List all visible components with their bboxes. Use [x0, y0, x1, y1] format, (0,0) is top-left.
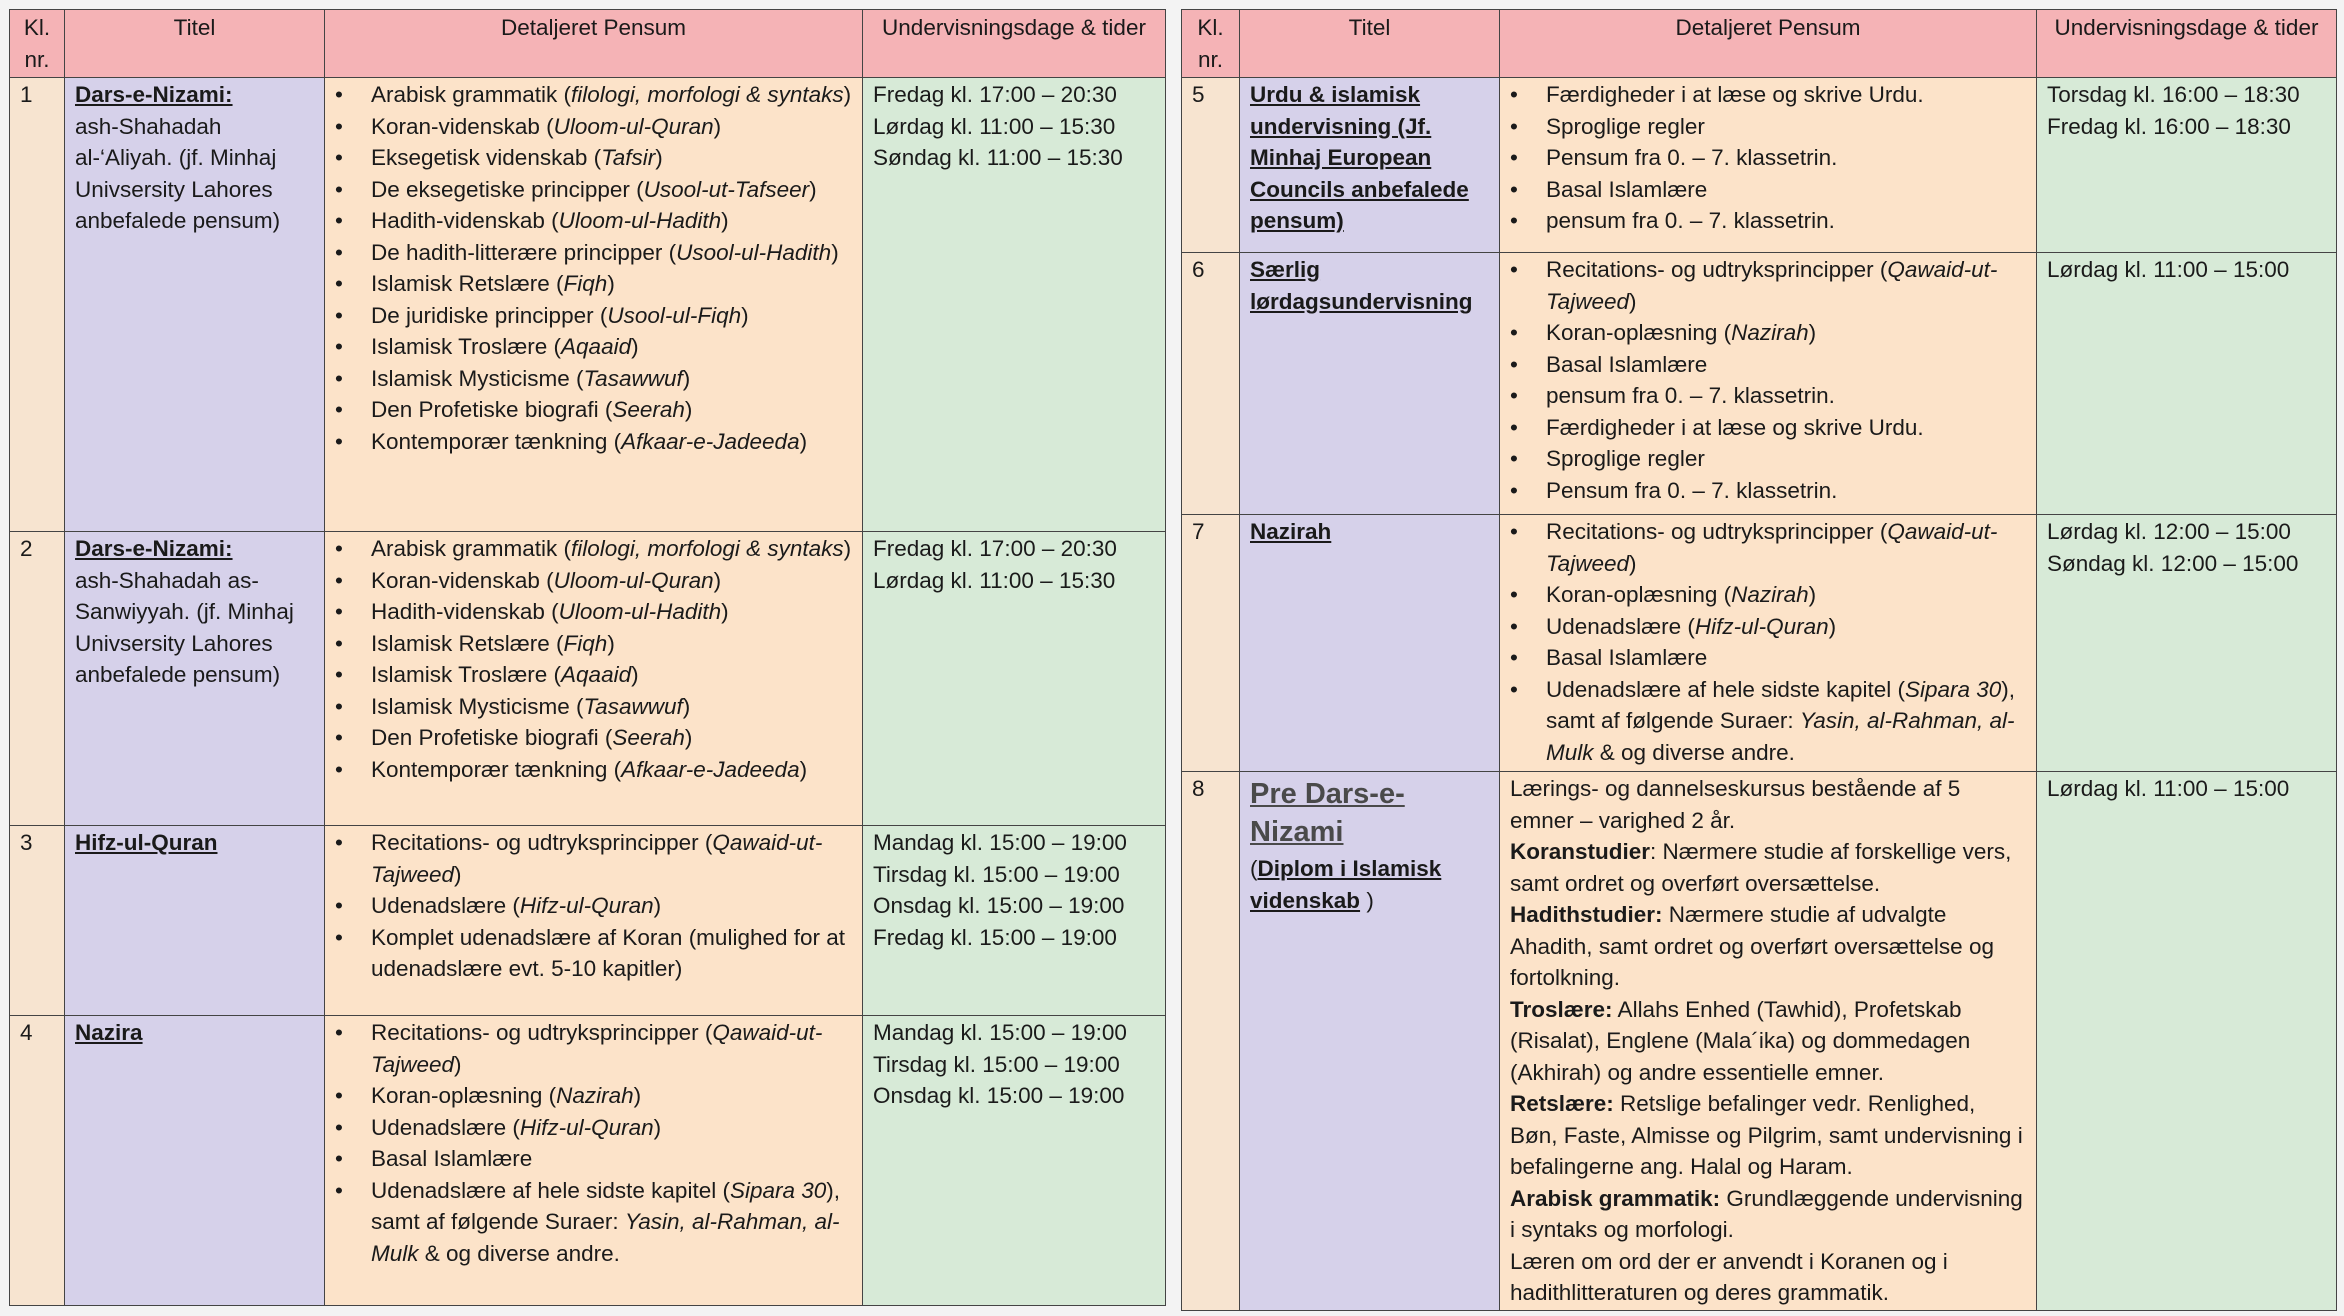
pensum-text: Islamisk Retslære ( [371, 271, 564, 296]
class-number: 7 [1182, 515, 1240, 772]
pensum-term: Yasin, al-Rahman, al-Mulk [1546, 708, 2015, 765]
pensum-item [1546, 111, 2026, 143]
schedule-time: Lørdag kl. 11:00 – 15:30 [873, 567, 1116, 593]
pensum-item [371, 394, 852, 426]
pensum-text: De hadith-litterære principper ( [371, 239, 677, 265]
schedule-time: Mandag kl. 15:00 – 19:00 [873, 1020, 1127, 1045]
pensum-text: Komplet udenadslære af Koran (mulighed for at udenadslære evt. 5-10 kapitler) [371, 924, 846, 981]
pensum-item [371, 922, 852, 985]
times-cell [863, 78, 1166, 532]
pensum-text: Kontemporær tænkning ( [371, 428, 622, 454]
course-topic [1510, 836, 2026, 899]
class-subtitle: Diplom i Islamisk videnskab [1250, 856, 1442, 913]
schedule-time: Fredag kl. 15:00 – 19:00 [873, 924, 1117, 950]
schedule-time: Fredag kl. 16:00 – 18:30 [2047, 113, 2291, 139]
pensum-term: Yasin, al-Rahman, al-Mulk [371, 1209, 840, 1266]
pensum-term: Qawaid-ut-Tajweed [371, 1020, 823, 1077]
pensum-term: Nazirah [556, 1083, 634, 1108]
pensum-text: ), samt af følgende Suraer: [1546, 676, 2016, 733]
class-title-cell [1240, 253, 1500, 515]
pensum-text: Den Profetiske biografi ( [371, 397, 613, 422]
course-topic-text: Grundlæggende undervisning i syntaks og morfologi. [1510, 1185, 2023, 1242]
pensum-text: ), samt af følgende Suraer: [371, 1177, 841, 1234]
pensum-item [371, 754, 852, 786]
pensum-text: & og diverse andre. [1593, 739, 1795, 765]
pensum-text: Koran-oplæsning ( [371, 1083, 557, 1108]
pensum-text: Færdigheder i at læse og skrive Urdu. [1546, 414, 1924, 440]
schedule-time: Tirsdag kl. 15:00 – 19:00 [873, 861, 1120, 887]
class-number: 2 [10, 532, 65, 826]
class-title-note: ash-Shahadah as-Sanwiyyah. (jf. Minhaj Univsersity Lahores anbefalede pensum) [75, 567, 294, 687]
pensum-text: ) [1628, 288, 1637, 314]
pensum-text: Arabisk grammatik ( [371, 82, 572, 107]
pensum-item [371, 111, 852, 143]
header-class-number: Kl. nr. [10, 10, 65, 78]
pensum-term: Sipara 30 [729, 1177, 827, 1203]
course-intro: Lærings- og dannelseskursus bestående af 5 emner – varighed 2 år. [1510, 776, 1961, 833]
pensum-text: ) [831, 239, 839, 265]
pensum-term: Tafsir [601, 145, 656, 170]
times-cell [863, 1016, 1166, 1306]
table-row [1182, 515, 2337, 772]
pensum-text: Pensum fra 0. – 7. klassetrin. [1546, 477, 1838, 503]
pensum-item [371, 1112, 852, 1144]
schedule-time: Fredag kl. 17:00 – 20:30 [873, 82, 1117, 107]
pensum-item [1546, 674, 2026, 769]
pensum-term: Aqaaid [561, 334, 632, 359]
pensum-text: ) [713, 567, 722, 593]
class-subtitle-wrap: (Diplom i Islamisk videnskab ) [1250, 856, 1442, 913]
pensum-text: Basal Islamlære [371, 1146, 533, 1171]
course-topic-heading: Koranstudier [1510, 839, 1651, 864]
pensum-item [1546, 516, 2026, 579]
pensum-text: ) [1628, 550, 1637, 576]
schedule-time: Fredag kl. 17:00 – 20:30 [873, 536, 1117, 561]
pensum-item [371, 890, 852, 922]
pensum-cell [1500, 515, 2037, 772]
header-pensum: Detaljeret Pensum [1500, 10, 2037, 78]
pensum-list [335, 533, 852, 785]
pensum-cell [1500, 772, 2037, 1311]
class-number: 8 [1182, 772, 1240, 1311]
schedule-time: Onsdag kl. 15:00 – 19:00 [873, 893, 1125, 918]
pensum-text: ) [1828, 613, 1837, 639]
pensum-term: Uloom-ul-Quran [553, 567, 714, 593]
pensum-text: Eksegetisk videnskab ( [371, 145, 602, 170]
pensum-term: Qawaid-ut-Tajweed [1546, 257, 1998, 314]
table-header-row [10, 10, 1166, 78]
schedule-time: Lørdag kl. 12:00 – 15:00 [2047, 519, 2291, 544]
pensum-term: Seerah [612, 397, 685, 422]
pensum-text: Recitations- og udtryksprincipper ( [1546, 519, 1888, 544]
pensum-item [1546, 142, 2026, 174]
course-topic-text: Allahs Enhed (Tawhid), Profetskab (Risalat), Englene (Mala´ika) og dommedagen (Akhirah) og andre essentielle emner. [1510, 996, 1971, 1085]
class-title-cell [65, 532, 325, 826]
table-row [1182, 78, 2337, 253]
pensum-text: ) [631, 662, 639, 687]
class-number: 1 [10, 78, 65, 532]
course-topic-text: Nærmere studie af udvalgte Ahadith, samt ordret og overført oversættelse og fortolkning. [1510, 902, 1994, 990]
pensum-term: Aqaaid [561, 662, 632, 687]
pensum-cell [325, 532, 863, 826]
pensum-text: Islamisk Troslære ( [371, 662, 562, 687]
pensum-item [1546, 642, 2026, 674]
class-title: Nazira [75, 1020, 143, 1045]
pensum-item [371, 300, 852, 332]
times-cell [863, 826, 1166, 1016]
class-title: Dars-e-Nizami: [75, 82, 233, 107]
pensum-term: Uloom-ul-Quran [553, 113, 714, 139]
pensum-text: Basal Islamlære [1546, 351, 1708, 377]
pensum-term: filologi, morfologi & syntaks [571, 536, 844, 561]
table-row [1182, 253, 2337, 515]
pensum-item [371, 79, 852, 111]
pensum-item [1546, 254, 2026, 317]
pensum-term: Qawaid-ut-Tajweed [371, 830, 823, 887]
pensum-list [335, 1017, 852, 1269]
pensum-term: Nazirah [1731, 320, 1809, 345]
pensum-text: Udenadslære ( [1546, 613, 1695, 639]
schedule-time: Lørdag kl. 11:00 – 15:30 [873, 113, 1116, 139]
pensum-text: ) [799, 756, 808, 782]
pensum-item [371, 1175, 852, 1270]
pensum-text: ) [684, 397, 693, 422]
pensum-text: ) [653, 893, 662, 918]
pensum-item [1546, 475, 2026, 507]
pensum-text: Pensum fra 0. – 7. klassetrin. [1546, 145, 1838, 170]
pensum-term: Hifz-ul-Quran [519, 1114, 654, 1140]
class-number: 5 [1182, 78, 1240, 253]
pensum-item [1546, 380, 2026, 412]
schedule-time: Mandag kl. 15:00 – 19:00 [873, 830, 1127, 855]
pensum-cell [325, 826, 863, 1016]
pensum-text: Koran-oplæsning ( [1546, 582, 1732, 607]
schedule-time: Lørdag kl. 11:00 – 15:00 [2047, 257, 2290, 282]
pensum-text: Udenadslære ( [371, 1114, 520, 1140]
class-number: 3 [10, 826, 65, 1016]
pensum-text: ) [633, 1083, 642, 1108]
pensum-text: Islamisk Troslære ( [371, 334, 562, 359]
course-topic-text: Læren om ord der er anvendt i Koranen og i hadithlitteraturen og deres grammatik. [1510, 1248, 1948, 1305]
pensum-item [1546, 579, 2026, 611]
header-pensum: Detaljeret Pensum [325, 10, 863, 78]
course-topic [1510, 899, 2026, 994]
table-row [10, 532, 1166, 826]
pensum-item [371, 1143, 852, 1175]
class-title-cell [65, 78, 325, 532]
pensum-item [1546, 349, 2026, 381]
pensum-text: ) [843, 536, 852, 561]
header-times: Undervisningsdage & tider [863, 10, 1166, 78]
class-title: Særlig lørdagsundervisning [1250, 257, 1473, 314]
pensum-term: Fiqh [563, 271, 608, 296]
class-title: Dars-e-Nizami: [75, 536, 233, 561]
schedule-time: Søndag kl. 11:00 – 15:30 [873, 145, 1123, 170]
pensum-item [1546, 317, 2026, 349]
pensum-item [371, 533, 852, 565]
pensum-term: filologi, morfologi & syntaks [571, 82, 844, 107]
pensum-term: Uloom-ul-Hadith [558, 208, 722, 233]
pensum-text: ) [453, 861, 462, 887]
pensum-text: ) [653, 1114, 662, 1140]
pensum-text: ) [1808, 320, 1817, 345]
header-class-number: Kl. nr. [1182, 10, 1240, 78]
pensum-text: ) [682, 365, 691, 391]
schedule-table-right [1181, 9, 2337, 1311]
pensum-text: Recitations- og udtryksprincipper ( [1546, 257, 1888, 282]
class-title-cell [1240, 515, 1500, 772]
pensum-text: ) [809, 176, 817, 202]
pensum-item [371, 426, 852, 458]
pensum-term: Fiqh [563, 630, 608, 656]
pensum-text: ) [682, 693, 691, 719]
course-topic-heading: Retslære: [1510, 1091, 1614, 1116]
pensum-text: ) [721, 599, 729, 624]
pensum-text: De eksegetiske principper ( [371, 176, 644, 202]
course-topic-heading: Hadithstudier: [1510, 902, 1663, 927]
pensum-text: pensum fra 0. – 7. klassetrin. [1546, 383, 1835, 408]
pensum-cell [325, 1016, 863, 1306]
class-title: Urdu & islamisk undervisning (Jf. Minhaj European Councils anbefalede pensum) [1250, 82, 1469, 233]
class-title-cell [1240, 772, 1500, 1311]
course-topic [1510, 1183, 2026, 1246]
course-topic [1510, 994, 2026, 1089]
pensum-item [371, 331, 852, 363]
class-title-note: ash-Shahadah al-‘Aliyah. (jf. Minhaj Univsersity Lahores anbefalede pensum) [75, 113, 281, 233]
schedule-time: Torsdag kl. 16:00 – 18:30 [2047, 82, 2300, 107]
pensum-term: Afkaar-e-Jadeeda [621, 756, 800, 782]
pensum-cell [325, 78, 863, 532]
course-topic-heading: Arabisk grammatik: [1510, 1185, 1721, 1211]
pensum-text: ) [741, 302, 749, 328]
pensum-item [1546, 412, 2026, 444]
pensum-text: Basal Islamlære [1546, 176, 1708, 202]
pensum-text: ) [631, 334, 639, 359]
table-row [10, 78, 1166, 532]
pensum-term: Uloom-ul-Hadith [558, 599, 722, 624]
pensum-text: Den Profetiske biografi ( [371, 725, 613, 750]
header-title: Titel [1240, 10, 1500, 78]
pensum-text: Kontemporær tænkning ( [371, 756, 622, 782]
pensum-term: Hifz-ul-Quran [519, 893, 654, 918]
pensum-text: ) [453, 1051, 462, 1077]
pensum-item [371, 827, 852, 890]
pensum-text: Koran-videnskab ( [371, 567, 554, 593]
class-title: Hifz-ul-Quran [75, 830, 218, 855]
pensum-text: Udenadslære af hele sidste kapitel ( [1546, 676, 1905, 702]
pensum-term: Tasawwuf [583, 693, 683, 719]
pensum-item [371, 268, 852, 300]
pensum-text: Hadith-videnskab ( [371, 208, 559, 233]
pensum-text: Sproglige regler [1546, 113, 1705, 139]
pensum-text: Islamisk Mysticisme ( [371, 693, 584, 719]
pensum-text: Koran-videnskab ( [371, 113, 554, 139]
pensum-text: Koran-oplæsning ( [1546, 320, 1732, 345]
pensum-item [371, 722, 852, 754]
pensum-term: Nazirah [1731, 582, 1809, 607]
pensum-text: ) [655, 145, 663, 170]
pensum-text: Recitations- og udtryksprincipper ( [371, 830, 713, 855]
times-cell [2037, 772, 2337, 1311]
times-cell [863, 532, 1166, 826]
course-topic-text: : Nærmere studie af forskellige vers, samt ordret og overført oversættelse. [1510, 839, 2012, 896]
schedule-time: Lørdag kl. 11:00 – 15:00 [2047, 776, 2290, 801]
times-cell [2037, 253, 2337, 515]
pensum-term: Qawaid-ut-Tajweed [1546, 519, 1998, 576]
pensum-text: ) [721, 208, 729, 233]
pensum-term: Usool-ul-Hadith [676, 239, 832, 265]
pensum-text: Recitations- og udtryksprincipper ( [371, 1020, 713, 1045]
class-title-cell [65, 1016, 325, 1306]
pensum-cell [1500, 78, 2037, 253]
class-number: 6 [1182, 253, 1240, 515]
pensum-item [1546, 443, 2026, 475]
pensum-text: ) [843, 82, 852, 107]
pensum-text: Færdigheder i at læse og skrive Urdu. [1546, 82, 1924, 107]
table-row [10, 826, 1166, 1016]
pensum-term: Seerah [612, 725, 685, 750]
pensum-list [335, 79, 852, 457]
pensum-text: ) [1808, 582, 1817, 607]
schedule-table-left [9, 9, 1166, 1306]
times-cell [2037, 78, 2337, 253]
pensum-text: ) [799, 428, 808, 454]
pensum-item [1546, 205, 2026, 237]
pensum-item [371, 1017, 852, 1080]
pensum-item [371, 565, 852, 597]
pensum-item [371, 237, 852, 269]
pensum-text: Arabisk grammatik ( [371, 536, 572, 561]
pensum-item [371, 628, 852, 660]
pensum-item [371, 205, 852, 237]
pensum-text: pensum fra 0. – 7. klassetrin. [1546, 208, 1835, 233]
pensum-term: Afkaar-e-Jadeeda [621, 428, 800, 454]
class-title: Pre Dars-e-Nizami [1250, 778, 1405, 848]
pensum-item [371, 691, 852, 723]
table-header-row [1182, 10, 2337, 78]
pensum-text: Udenadslære af hele sidste kapitel ( [371, 1177, 730, 1203]
pensum-text: ) [607, 271, 615, 296]
pensum-item [1546, 174, 2026, 206]
table-row [10, 1016, 1166, 1306]
pensum-text: Islamisk Retslære ( [371, 630, 564, 656]
pensum-text: ) [684, 725, 693, 750]
course-topic-text: Retslige befalinger vedr. Renlighed, Bøn, Faste, Almisse og Pilgrim, samt undervisning i befalingerne ang. Halal og Haram. [1510, 1091, 2023, 1179]
header-title: Titel [65, 10, 325, 78]
pensum-term: Tasawwuf [583, 365, 683, 391]
pensum-text: Basal Islamlære [1546, 645, 1708, 670]
header-times: Undervisningsdage & tider [2037, 10, 2337, 78]
pensum-term: Sipara 30 [1904, 676, 2002, 702]
pensum-text: Hadith-videnskab ( [371, 599, 559, 624]
class-title-cell [65, 826, 325, 1016]
schedule-time: Søndag kl. 12:00 – 15:00 [2047, 550, 2299, 576]
class-title: Nazirah [1250, 519, 1332, 544]
pensum-text: Islamisk Mysticisme ( [371, 365, 584, 391]
pensum-list [1510, 254, 2026, 506]
table-row [1182, 772, 2337, 1311]
pensum-list [1510, 516, 2026, 768]
times-cell [2037, 515, 2337, 772]
pensum-term: Usool-ul-Fiqh [607, 302, 742, 328]
pensum-text: Sproglige regler [1546, 446, 1705, 471]
pensum-text: De juridiske principper ( [371, 302, 608, 328]
pensum-item [371, 363, 852, 395]
pensum-term: Hifz-ul-Quran [1694, 613, 1829, 639]
pensum-list [1510, 79, 2026, 237]
course-topic [1510, 1246, 2026, 1309]
pensum-item [371, 659, 852, 691]
pensum-item [1546, 79, 2026, 111]
pensum-cell [1500, 253, 2037, 515]
schedule-time: Onsdag kl. 15:00 – 19:00 [873, 1083, 1125, 1108]
pensum-item [371, 596, 852, 628]
pensum-term: Usool-ut-Tafseer [643, 176, 810, 202]
pensum-text: ) [713, 113, 722, 139]
pensum-text: Udenadslære ( [371, 893, 520, 918]
course-topic-heading: Troslære: [1510, 996, 1613, 1022]
class-number: 4 [10, 1016, 65, 1306]
pensum-item [371, 174, 852, 206]
pensum-text: ) [607, 630, 615, 656]
class-title-cell [1240, 78, 1500, 253]
pensum-item [371, 1080, 852, 1112]
course-topic [1510, 1088, 2026, 1183]
pensum-item [371, 142, 852, 174]
pensum-item [1546, 611, 2026, 643]
schedule-time: Tirsdag kl. 15:00 – 19:00 [873, 1051, 1120, 1077]
pensum-list [335, 827, 852, 985]
pensum-text: & og diverse andre. [418, 1240, 620, 1266]
